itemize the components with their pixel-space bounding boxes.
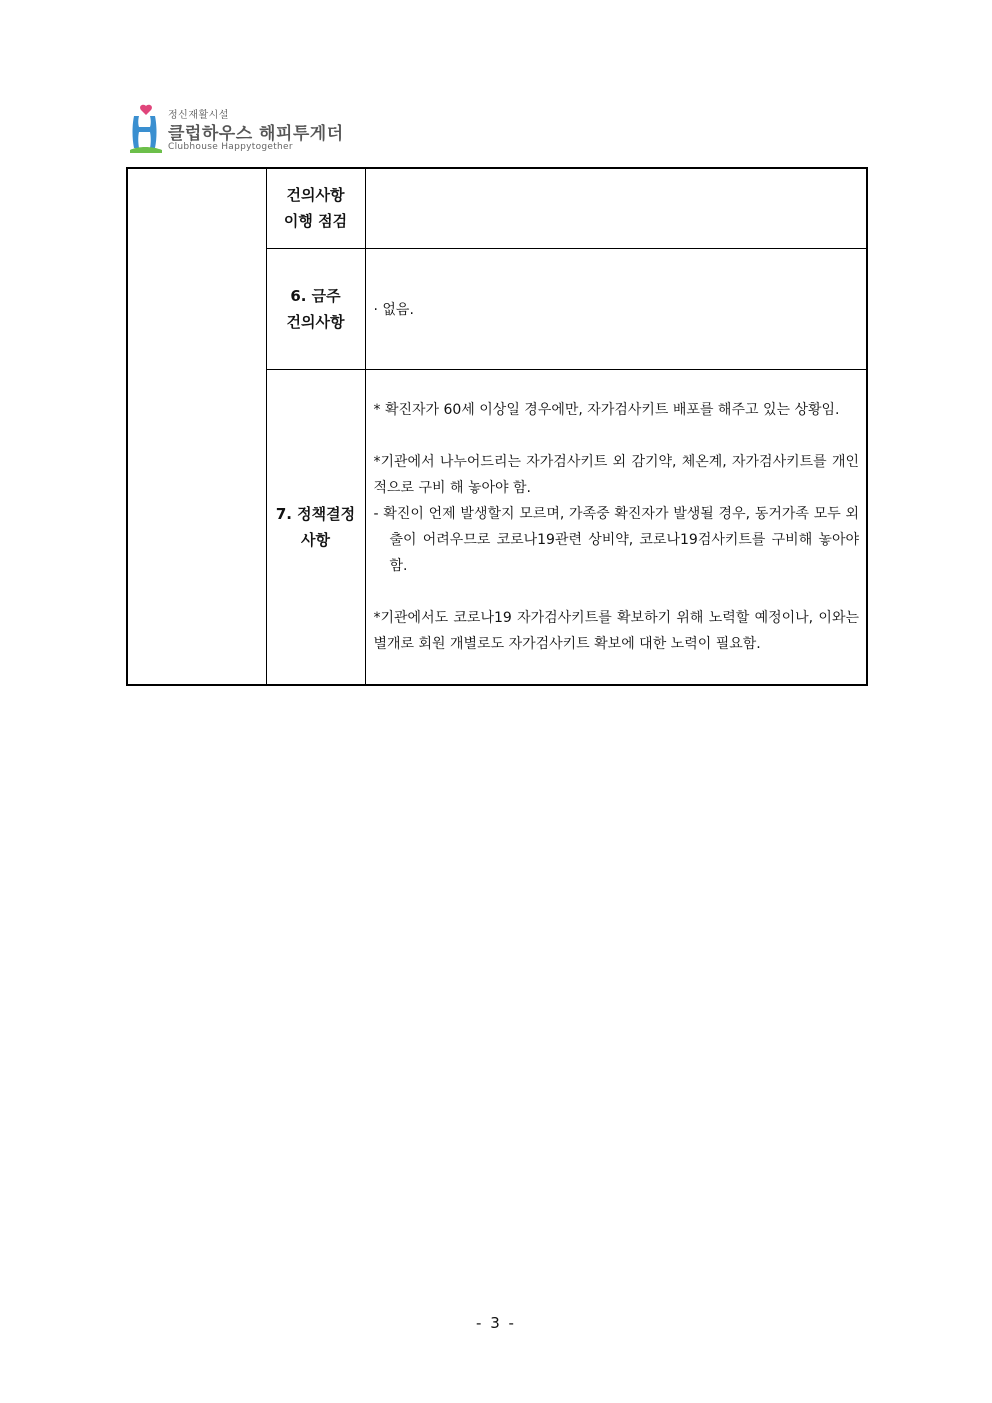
clubhouse-logo-icon [128, 104, 164, 154]
row-label-line: 7. 정책결정 [275, 504, 356, 523]
row-label-line: 사항 [301, 530, 330, 549]
row-label-weekly-suggestions [266, 248, 365, 369]
logo-title: 클럽하우스 해피투게더 [168, 124, 344, 144]
policy-paragraph: - 확진이 언제 발생할지 모르며, 가족중 확진자가 발생될 경우, 동거가족 모두 외출이 어려우므로 코로나19관련 상비약, 코로나19검사키트를 구비해 놓아야 함. [373, 505, 859, 574]
policy-paragraph: * 확진자가 60세 이상일 경우에만, 자가검사키트 배포를 해주고 있는 상황임. [373, 401, 840, 418]
row-label-suggestion-check [266, 168, 365, 248]
row-label-line: 건의사항 [286, 186, 345, 205]
row-content-policy-decisions [365, 369, 867, 685]
policy-paragraph: *기관에서도 코로나19 자가검사키트를 확보하기 위해 노력할 예정이나, 이와는 별개로 회원 개별로도 자가검사키트 확보에 대한 노력이 필요함. [373, 609, 859, 652]
meeting-minutes-table [126, 167, 868, 686]
empty-category-cell [127, 168, 266, 685]
row-content-suggestion-check [365, 168, 867, 248]
logo-english-name: Clubhouse Happytogether [168, 142, 293, 152]
paragraph-spacer [374, 423, 860, 449]
paragraph-spacer [374, 579, 860, 605]
row-label-line: 6. 금주 [290, 286, 341, 305]
row-label-line: 이행 점검 [283, 212, 348, 231]
policy-paragraph: *기관에서 나누어드리는 자가검사키트 외 감기약, 체온계, 자가검사키트를 개인적으로 구비 해 놓아야 함. [373, 453, 859, 496]
organization-logo [128, 104, 348, 156]
row-label-line: 건의사항 [286, 312, 345, 331]
row-label-policy-decisions [266, 369, 365, 685]
table-row [127, 168, 867, 248]
row-content-weekly-suggestions: · 없음. [365, 248, 867, 369]
page-number: - 3 - [476, 1314, 516, 1332]
logo-subtitle: 정신재활시설 [168, 110, 229, 121]
